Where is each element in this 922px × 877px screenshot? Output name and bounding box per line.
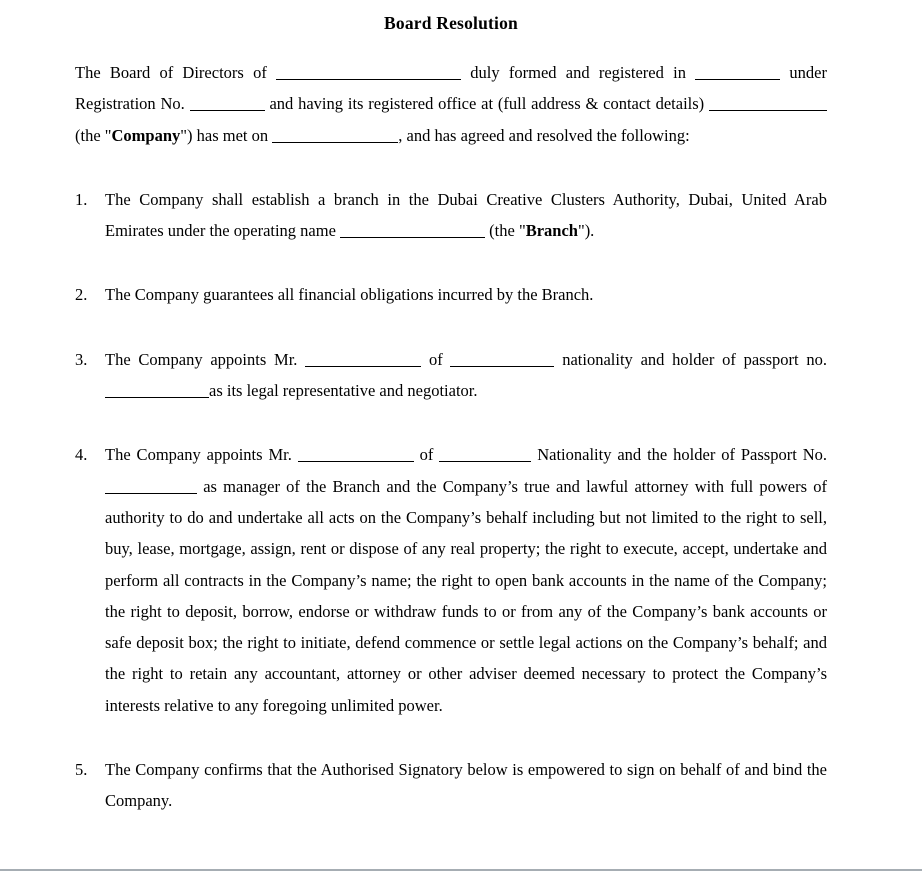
bold-term: Company	[111, 125, 181, 145]
blank-field[interactable]	[305, 364, 421, 367]
item-text: The Company confirms that the Authorised Signatory below is empowered to sign on behalf of and bind the Company.	[105, 760, 827, 811]
resolution-item	[75, 754, 827, 817]
resolution-items	[75, 184, 827, 817]
item-number: 5.	[75, 760, 88, 780]
blank-field[interactable]	[439, 459, 531, 462]
bold-term: Branch	[525, 221, 578, 241]
blank-field[interactable]	[105, 395, 209, 398]
item-text: The Company guarantees all financial obligations incurred by the Branch.	[105, 285, 594, 305]
item-text: The Company shall establish a branch in the Dubai Creative Clusters Authority, Dubai, United Arab Emirates under the operating name (the "Branch").	[105, 189, 827, 241]
blank-field[interactable]	[340, 235, 485, 238]
blank-field[interactable]	[105, 491, 197, 494]
blank-field[interactable]	[272, 140, 398, 143]
document-title: Board Resolution	[384, 13, 518, 33]
resolution-item	[75, 184, 827, 247]
blank-field[interactable]	[450, 364, 554, 367]
item-number: 3.	[75, 349, 88, 369]
blank-field[interactable]	[709, 108, 827, 111]
bottom-divider	[0, 869, 922, 871]
resolution-item	[75, 279, 827, 310]
intro-paragraph: The Board of Directors of duly formed and registered in under Registration No. and having its registered office at (full address & contact details) (the "Company") has met on , and has agreed and resolved the following:	[75, 63, 827, 145]
resolution-item	[75, 344, 827, 407]
resolution-item	[75, 439, 827, 721]
blank-field[interactable]	[190, 108, 265, 111]
item-text: The Company appoints Mr. of nationality and holder of passport no. as its legal representative and negotiator.	[105, 349, 827, 401]
blank-field[interactable]	[695, 77, 780, 80]
blank-field[interactable]	[298, 459, 414, 462]
item-text: The Company appoints Mr. of Nationality and the holder of Passport No. as manager of the Branch and the Company’s true and lawful attorney with full powers of authority to do and undertake all acts on the Company’s behalf including but not limited to the right to sell, buy, lease, mortgage, assign, rent or dispose of any real property; the right to execute, accept, undertake and perform all contracts in the Company’s name; the right to open bank accounts in the name of the Company; the right to deposit, borrow, endorse or withdraw funds to or from any of the Company’s bank accounts or safe deposit box; the right to initiate, defend commence or settle legal actions on the Company’s behalf; and the right to retain any accountant, attorney or other adviser deemed necessary to protect the Company’s interests relative to any foregoing unlimited power.	[105, 445, 827, 715]
item-number: 2.	[75, 285, 88, 305]
item-number: 1.	[75, 189, 88, 209]
item-number: 4.	[75, 445, 88, 465]
blank-field[interactable]	[276, 77, 461, 80]
